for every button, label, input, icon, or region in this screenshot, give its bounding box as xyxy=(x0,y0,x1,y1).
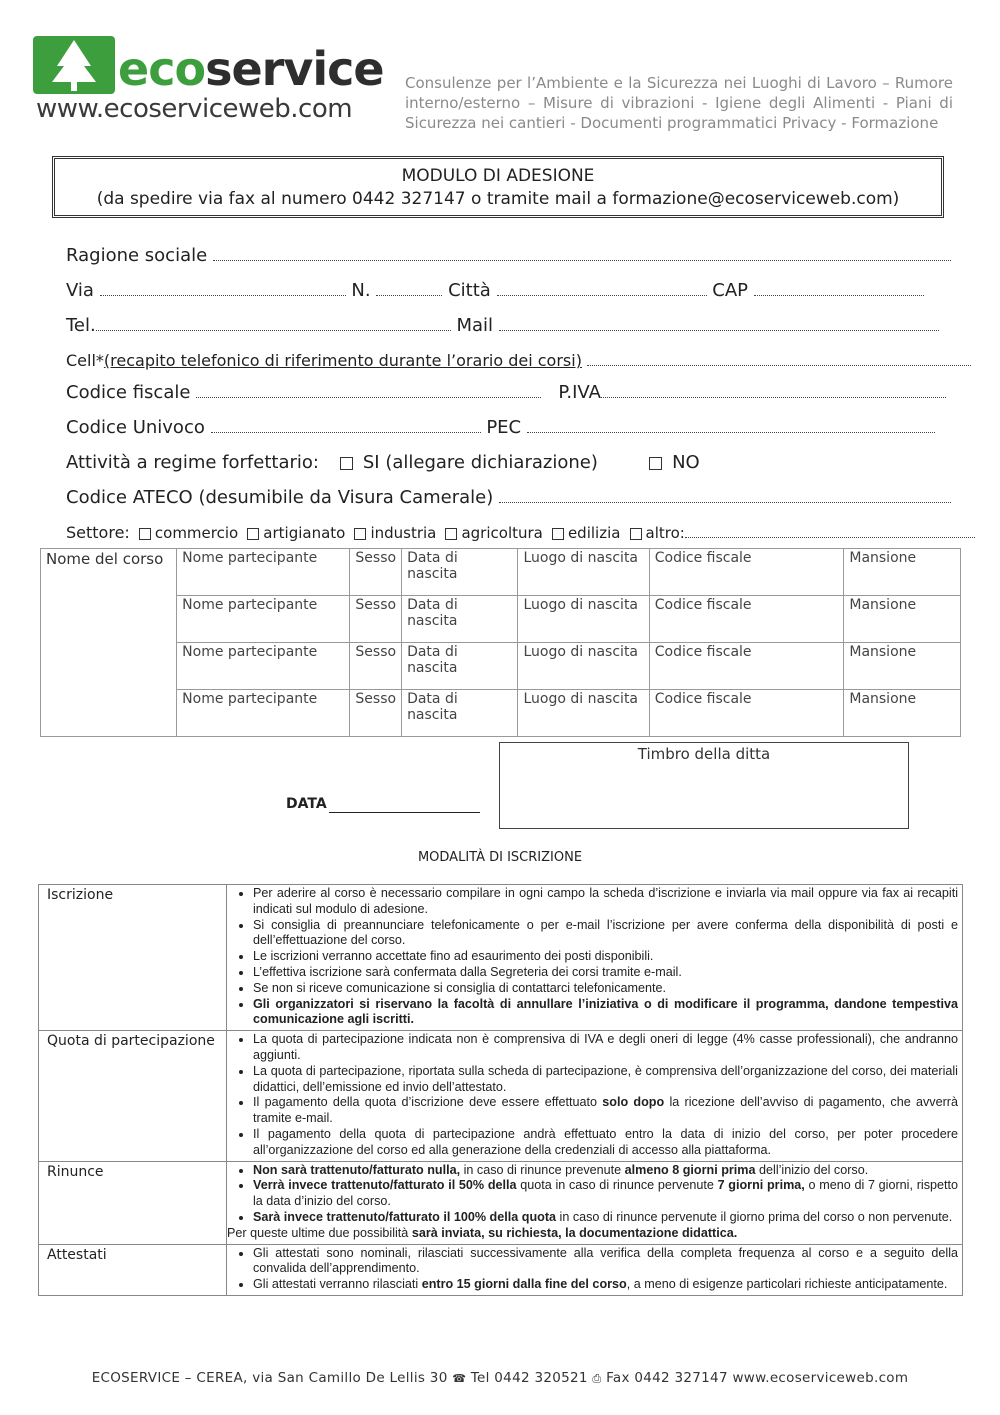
footer-tel: Tel 0442 320521 xyxy=(470,1370,588,1386)
input-line[interactable] xyxy=(601,381,946,398)
label-mail: Mail xyxy=(456,315,494,336)
input-line[interactable] xyxy=(213,244,951,261)
stamp-label: Timbro della ditta xyxy=(637,745,771,763)
cell-data-nascita[interactable]: Data di nascita xyxy=(402,549,518,596)
table-row xyxy=(41,596,961,643)
cell-codice-fiscale[interactable]: Codice fiscale xyxy=(649,690,844,737)
input-line[interactable] xyxy=(587,352,971,366)
field-address[interactable] xyxy=(66,279,924,303)
input-line[interactable] xyxy=(754,279,924,296)
cell-nome[interactable]: Nome partecipante xyxy=(177,596,350,643)
phone-icon: ☎ xyxy=(452,1372,467,1385)
rules-table xyxy=(38,884,963,1296)
cell-luogo-nascita[interactable]: Luogo di nascita xyxy=(518,549,649,596)
cell-mansione[interactable]: Mansione xyxy=(844,596,961,643)
field-settore[interactable] xyxy=(66,521,975,545)
checkbox-industria[interactable] xyxy=(354,528,366,540)
input-line[interactable] xyxy=(497,279,707,296)
list-item: • L’effettiva iscrizione sarà confermata dalla Segreteria dei corsi tramite e-mail. xyxy=(253,965,958,981)
input-line[interactable] xyxy=(196,381,541,398)
field-ateco[interactable] xyxy=(66,486,951,510)
company-stamp-box[interactable] xyxy=(499,742,909,829)
list-item: • Gli attestati verranno rilasciati entro 15 giorni dalla fine del corso, a meno di esigenze particolari richieste anticipatamente. xyxy=(253,1277,958,1293)
list-item: • Il pagamento della quota d’iscrizione deve essere effettuato solo dopo la ricezione dell’avviso di pagamento, che avverrà tramite e-mail. xyxy=(253,1095,958,1127)
label-codice-univoco: Codice Univoco xyxy=(66,417,205,438)
cell-codice-fiscale[interactable]: Codice fiscale xyxy=(649,549,844,596)
rule-body-iscrizione xyxy=(227,885,963,1031)
checkbox-si[interactable] xyxy=(340,457,353,470)
list-item: • Non sarà trattenuto/fatturato nulla, in caso di rinunce prevenute almeno 8 giorni prima dell’inizio del corso. xyxy=(253,1163,958,1179)
input-line[interactable] xyxy=(211,416,481,433)
field-contacts[interactable] xyxy=(66,314,939,338)
input-line[interactable] xyxy=(685,525,975,538)
course-name-cell[interactable]: Nome del corso xyxy=(41,549,177,737)
date-label: DATA xyxy=(286,796,327,812)
label-ateco: Codice ATECO (desumibile da Visura Camerale) xyxy=(66,487,494,508)
cell-mansione[interactable]: Mansione xyxy=(844,549,961,596)
checkbox-no[interactable] xyxy=(649,457,662,470)
footer-fax: Fax 0442 327147 xyxy=(606,1370,728,1386)
checkbox-agricoltura[interactable] xyxy=(445,528,457,540)
list-item: • Sarà invece trattenuto/fatturato il 100% della quota in caso di rinunce pervenute il giorno prima del corso o non pervenute. xyxy=(253,1210,958,1226)
label-pec: PEC xyxy=(486,417,522,438)
input-line[interactable] xyxy=(499,486,951,503)
checkbox-commercio[interactable] xyxy=(139,528,151,540)
form-title: MODULO DI ADESIONE xyxy=(401,166,595,186)
label-tel: Tel. xyxy=(66,315,96,336)
input-line[interactable] xyxy=(96,314,451,331)
cell-nome[interactable]: Nome partecipante xyxy=(177,690,350,737)
table-row xyxy=(39,885,963,1031)
field-cell[interactable] xyxy=(66,349,971,373)
table-row xyxy=(41,549,961,596)
list-item: • Se non si riceve comunicazione si consiglia di contattarci telefonicamente. xyxy=(253,981,958,997)
field-ragione-sociale[interactable] xyxy=(66,244,951,268)
footer-company: ECOSERVICE – CEREA, via San Camillo De Lellis 30 xyxy=(91,1370,448,1386)
list-item: • Per aderire al corso è necessario compilare in ogni campo la scheda d’iscrizione e inviarla via mail oppure via fax ai recapiti indicati sul modulo di adesione. xyxy=(253,886,958,918)
cell-sesso[interactable]: Sesso xyxy=(350,549,402,596)
fax-icon: ⎙ xyxy=(592,1372,602,1385)
rinunce-note: Per queste ultime due possibilità sarà inviata, su richiesta, la documentazione didattica. xyxy=(227,1225,738,1240)
rule-head-rinunce: Rinunce xyxy=(39,1161,227,1244)
label-agricoltura: agricoltura xyxy=(461,524,543,542)
label-no: NO xyxy=(672,452,700,473)
cell-sesso[interactable]: Sesso xyxy=(350,643,402,690)
table-row xyxy=(39,1031,963,1161)
field-forfettario[interactable] xyxy=(66,451,700,475)
cell-data-nascita[interactable]: Data di nascita xyxy=(402,690,518,737)
section-title-modalita: MODALITÀ DI ISCRIZIONE xyxy=(417,850,583,865)
list-item: • Verrà invece trattenuto/fatturato il 50% della quota in caso di rinunce pervenute 7 giorni prima, o meno di 7 giorni, rispetto la data d’inizio del corso. xyxy=(253,1178,958,1210)
label-n: N. xyxy=(351,280,371,301)
field-univoco-pec[interactable] xyxy=(66,416,935,440)
label-cap: CAP xyxy=(712,280,749,301)
field-fiscal[interactable] xyxy=(66,381,946,405)
input-line[interactable] xyxy=(100,279,346,296)
company-tagline: Consulenze per l’Ambiente e la Sicurezza nei Luoghi di Lavoro – Rumore interno/esterno – Misure di vibrazioni - Igiene degli Alimenti - Piani di Sicurezza nei cantieri - Documenti programmatici Privacy - Formazione xyxy=(405,74,953,132)
list-item: • Le iscrizioni verranno accettate fino ad esaurimento dei posti disponibili. xyxy=(253,949,958,965)
checkbox-edilizia[interactable] xyxy=(552,528,564,540)
label-commercio: commercio xyxy=(154,524,239,542)
rule-head-quota: Quota di partecipazione xyxy=(39,1031,227,1161)
date-input-line[interactable] xyxy=(329,812,480,813)
form-subtitle: (da spedire via fax al numero 0442 327147 o tramite mail a formazione@ecoserviceweb.com) xyxy=(96,189,900,209)
cell-sesso[interactable]: Sesso xyxy=(350,690,402,737)
cell-nome[interactable]: Nome partecipante xyxy=(177,643,350,690)
input-line[interactable] xyxy=(527,416,935,433)
cell-codice-fiscale[interactable]: Codice fiscale xyxy=(649,643,844,690)
cell-mansione[interactable]: Mansione xyxy=(844,643,961,690)
participants-table xyxy=(40,548,961,737)
table-row xyxy=(41,643,961,690)
rule-head-iscrizione: Iscrizione xyxy=(39,885,227,1031)
label-codice-fiscale: Codice fiscale xyxy=(66,382,191,403)
list-item: • Il pagamento della quota di partecipazione andrà effettuato entro la data di inizio del corso, per poter procedere all’organizzazione del corso ed alla generazione della credenziali di accesso alla piattaforma. xyxy=(253,1127,958,1159)
input-line[interactable] xyxy=(499,314,939,331)
cell-mansione[interactable]: Mansione xyxy=(844,690,961,737)
list-item: • Gli organizzatori si riservano la facoltà di annullare l’iniziativa o di modificare il programma, dandone tempestiva comunicazione agli iscritti. xyxy=(253,997,958,1029)
cell-luogo-nascita[interactable]: Luogo di nascita xyxy=(518,643,649,690)
table-row xyxy=(41,690,961,737)
table-row xyxy=(39,1244,963,1295)
list-item: • Gli attestati sono nominali, rilasciati successivamente alla verifica della completa frequenza al corso e a seguito della convalida dell’apprendimento. xyxy=(253,1246,958,1278)
label-cell: Cell* xyxy=(66,351,104,370)
cell-data-nascita[interactable]: Data di nascita xyxy=(402,643,518,690)
checkbox-artigianato[interactable] xyxy=(247,528,259,540)
rule-body-attestati xyxy=(227,1244,963,1295)
rule-body-rinunce xyxy=(227,1161,963,1244)
list-item: • La quota di partecipazione, riportata sulla scheda di partecipazione, è comprensiva dell’organizzazione del corso, dei materiali didattici, dell’emissione ed invio dell’attestato. xyxy=(253,1064,958,1096)
label-altro: altro: xyxy=(645,524,685,542)
input-line[interactable] xyxy=(376,279,442,296)
cell-codice-fiscale[interactable]: Codice fiscale xyxy=(649,596,844,643)
rule-head-attestati: Attestati xyxy=(39,1244,227,1295)
cell-luogo-nascita[interactable]: Luogo di nascita xyxy=(518,690,649,737)
label-ragione-sociale: Ragione sociale xyxy=(66,245,208,266)
cell-sesso[interactable]: Sesso xyxy=(350,596,402,643)
label-settore: Settore: xyxy=(66,523,130,542)
label-industria: industria xyxy=(370,524,437,542)
table-row xyxy=(39,1161,963,1244)
label-via: Via xyxy=(66,280,94,301)
list-item: • La quota di partecipazione indicata non è comprensiva di IVA e degli oneri di legge (4% casse professionali), che andranno aggiunti. xyxy=(253,1032,958,1064)
cell-nome[interactable]: Nome partecipante xyxy=(177,549,350,596)
label-si: SI (allegare dichiarazione) xyxy=(362,452,598,473)
label-cell-note: (recapito telefonico di riferimento durante l’orario dei corsi) xyxy=(103,351,582,370)
label-piva: P.IVA xyxy=(558,382,601,403)
form-title-box xyxy=(52,156,944,218)
cell-data-nascita[interactable]: Data di nascita xyxy=(402,596,518,643)
logo-tree-icon xyxy=(33,36,115,94)
checkbox-altro[interactable] xyxy=(630,528,642,540)
logo-wordmark: ecoservice xyxy=(118,42,384,96)
page-footer xyxy=(0,1370,1000,1386)
rule-body-quota xyxy=(227,1031,963,1161)
footer-web: www.ecoserviceweb.com xyxy=(732,1370,909,1386)
cell-luogo-nascita[interactable]: Luogo di nascita xyxy=(518,596,649,643)
label-edilizia: edilizia xyxy=(567,524,621,542)
label-forfettario: Attività a regime forfettario: xyxy=(66,452,319,473)
label-citta: Città xyxy=(448,280,491,301)
logo-url: www.ecoserviceweb.com xyxy=(36,94,353,124)
list-item: • Si consiglia di preannunciare telefonicamente o per e-mail l’iscrizione per avere conferma della disponibilità di posti e dell’effettuazione del corso. xyxy=(253,918,958,950)
label-artigianato: artigianato xyxy=(263,524,346,542)
